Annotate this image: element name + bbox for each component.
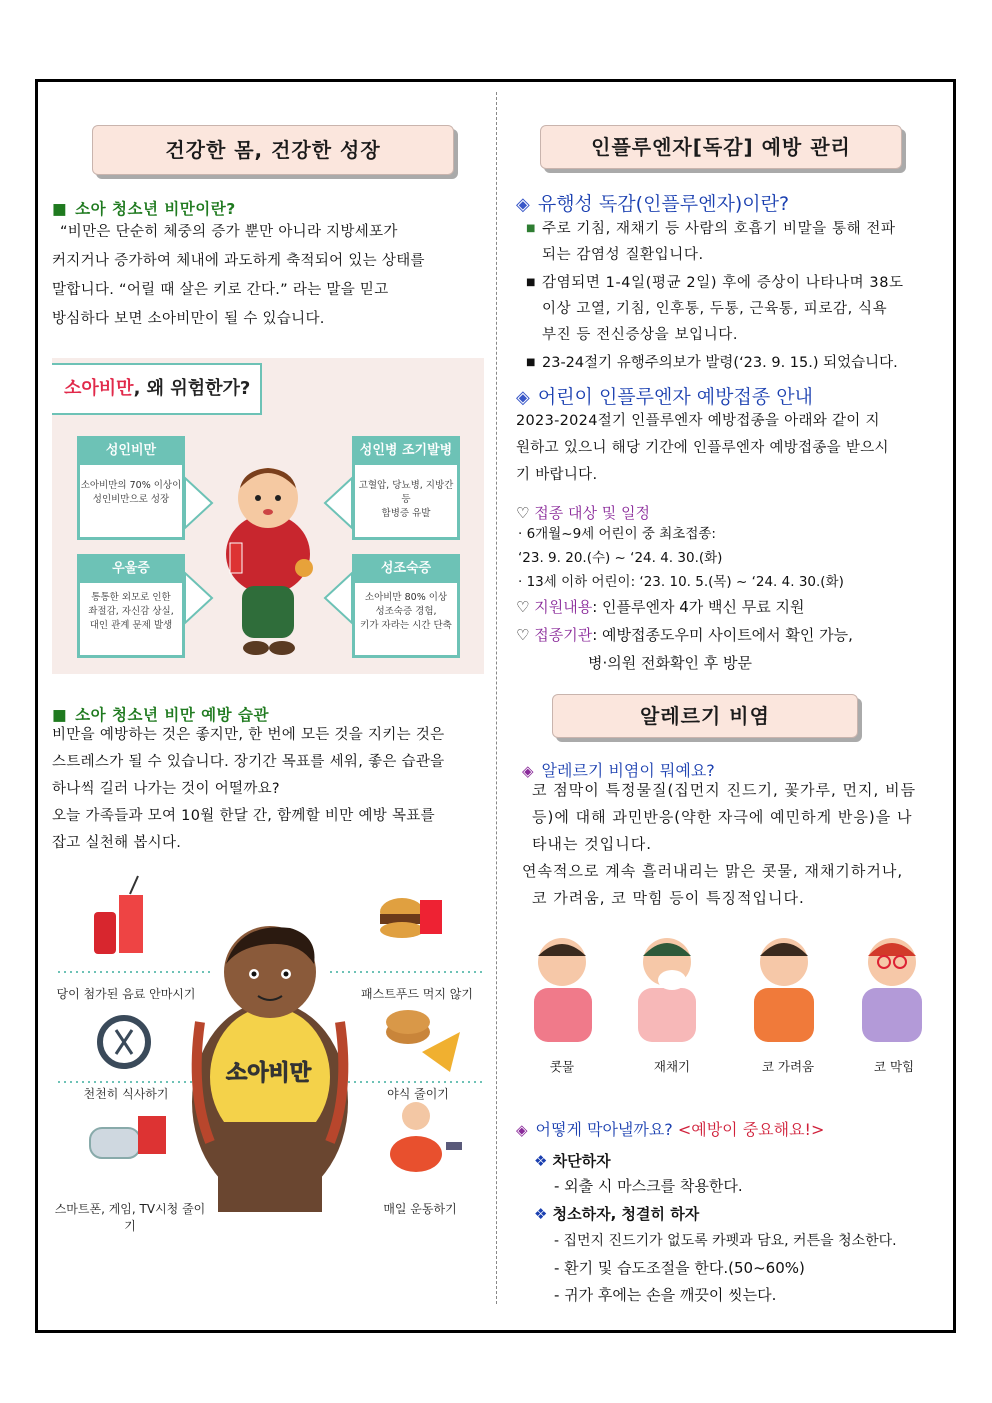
q2-text: 어린이 인플루엔자 예방접종 안내 (537, 386, 813, 408)
q1-text: 유행성 독감(인플루엔자)이란? (537, 193, 790, 215)
habit-label-exercise: 매일 운동하기 (383, 1202, 457, 1216)
heart-icon: ♡ (516, 626, 535, 644)
card-body: 소아비만 80% 이상 성조숙증 경험, 키가 자라는 시간 단축 (360, 592, 452, 631)
center-label: 소아비만 (226, 1061, 312, 1086)
q3-line: 연속적으로 계속 흘러내리는 맑은 콧물, 재채기하거나, (522, 862, 904, 880)
prevent-head: ❖ 차단하자 (534, 1152, 611, 1170)
risk-card-precocious-puberty (352, 554, 460, 658)
prevent-item: - 귀가 후에는 손을 깨끗이 씻는다. (554, 1286, 777, 1304)
risk-card-adult-disease (352, 436, 460, 540)
diamond-bullet-icon: ◈ (516, 194, 530, 215)
q2-line: 2023-2024절기 인플루엔자 예방접종을 아래와 같이 지 (516, 413, 880, 429)
diamond-bullet-icon: ◈ (516, 1121, 528, 1139)
q3-line: 코 가려움, 코 막힘 등이 특징적입니다. (532, 889, 805, 907)
right-title: 인플루엔자[독감] 예방 관리 (591, 135, 851, 159)
support-line: ♡ 지원내용: 인플루엔자 4가 백신 무료 지원 (516, 598, 805, 616)
sneezing-child-icon (638, 938, 696, 1042)
game-controller-icon (90, 1116, 166, 1158)
chubby-boy-illustration (226, 468, 313, 655)
right-title2: 알레르기 비염 (640, 704, 770, 728)
diamond-bullet-icon: ◈ (516, 387, 530, 408)
q4-heading (516, 1117, 824, 1140)
itchy-nose-child-icon (754, 938, 814, 1042)
sec2-line: 오늘 가족들과 모여 10월 한달 간, 함께할 비만 예방 목표를 (52, 808, 435, 824)
prevent-block-2 (534, 1201, 897, 1309)
habit-label-late-snack: 야식 줄이기 (387, 1087, 449, 1101)
tab-suffix: , 왜 위험한가? (133, 378, 251, 399)
burger-fries-icon (380, 898, 442, 938)
q1-bullet: ■ 23-24절기 유행주의보가 발령(‘23. 9. 15.) 되었습니다. (526, 355, 898, 371)
prevent-item: - 외출 시 마스크를 착용한다. (554, 1177, 743, 1195)
q3-line: 타내는 것입니다. (532, 835, 652, 853)
right-title-box (540, 125, 902, 169)
heart-icon: ♡ (516, 598, 535, 616)
card-body: 소아비만의 70% 이상이 성인비만으로 성장 (80, 480, 182, 505)
schedule-heading: ♡ 접종 대상 및 일정 (516, 504, 650, 522)
prevention-habits-illustration (50, 872, 490, 1222)
q3-text: 알레르기 비염이 뭐예요? (541, 761, 715, 780)
q1-bullets (526, 216, 944, 376)
sec1-line: “비만은 단순히 체중의 증가 뿐만 아니라 지방세포가 (60, 224, 398, 240)
org-line: ♡ 접종기관: 예방접종도우미 사이트에서 확인 가능, (516, 626, 853, 644)
exercising-girl-icon (390, 1102, 462, 1172)
paw-icon: ❖ (534, 1152, 553, 1170)
q4-text: 어떻게 막아낼까요? (535, 1120, 678, 1139)
symptom-label: 코 가려움 (761, 1059, 815, 1074)
risk-card-adult-obesity (77, 436, 185, 540)
runny-nose-child-icon (534, 938, 592, 1042)
card-title: 성조숙증 (355, 557, 457, 583)
q2-line: 기 바랍니다. (516, 467, 598, 483)
card-body: 고혈압, 당뇨병, 지방간 등 합병증 유발 (358, 480, 454, 519)
stuffy-nose-child-icon (862, 938, 922, 1042)
symptom-label: 콧물 (549, 1059, 575, 1074)
q2-paragraph (516, 408, 944, 489)
habit-label-fastfood: 패스트푸드 먹지 않기 (361, 987, 473, 1001)
drink-icon (94, 876, 144, 954)
q1-bullet: ■ 감염되면 1-4일(평균 2일) 후에 증상이 나타나며 38도 이상 고열, 기침, 인후통, 두통, 근육통, 피로감, 식욕 부진 등 전신증상을 보입니다. (526, 275, 904, 343)
square-bullet-icon: ■ (52, 706, 68, 724)
q3-paragraph (522, 777, 944, 912)
q3-line: 등)에 대해 과민반응(약한 자극에 예민하게 반응)을 나 (532, 808, 913, 826)
habit-label-slow-eating: 천천히 식사하기 (83, 1087, 169, 1101)
pancake-pizza-icon (386, 1010, 460, 1072)
column-divider (496, 92, 497, 1304)
sec1-paragraph (52, 218, 482, 334)
heart-icon: ♡ (516, 504, 535, 522)
schedule-lines (518, 522, 844, 594)
q1-heading (516, 189, 789, 216)
sec1-line: 방심하다 보면 소아비만이 될 수 있습니다. (52, 311, 325, 327)
sec2-paragraph (52, 722, 482, 857)
card-title: 성인병 조기발병 (355, 439, 457, 465)
sec2-line: 하나씩 길러 나가는 것이 어떨까요? (52, 781, 280, 797)
symptom-label: 재채기 (653, 1059, 691, 1074)
tab-prefix: 소아비만 (64, 378, 134, 399)
sec1-line: 말합니다. “어릴 때 살은 키로 간다.” 라는 말을 믿고 (52, 282, 389, 298)
sec1-line: 커지거나 증가하여 체내에 과도하게 축적되어 있는 상태를 (52, 253, 425, 269)
diamond-bullet-icon: ◈ (522, 762, 534, 780)
org-line-2: 병·의원 전화확인 후 방문 (588, 654, 752, 672)
clock-fork-icon (100, 1018, 148, 1066)
sec1-heading-text: 소아 청소년 비만이란? (75, 200, 236, 218)
square-bullet-icon: ■ (52, 200, 68, 218)
sec2-line: 비만을 예방하는 것은 좋지만, 한 번에 모든 것을 지키는 것은 (52, 727, 445, 743)
sec2-heading-text: 소아 청소년 비만 예방 습관 (75, 706, 269, 724)
left-title: 건강한 몸, 건강한 성장 (165, 138, 381, 162)
q1-bullet: ■ 주로 기침, 재채기 등 사람의 호흡기 비말을 통해 전파 되는 감염성 질환입니다. (526, 221, 896, 263)
q4-emphasis: <예방이 중요해요!> (677, 1120, 825, 1139)
schedule-line: · 13세 이하 어린이: ‘23. 10. 5.(목) ~ ‘24. 4. 30.(화) (518, 574, 844, 590)
card-body: 통통한 외모로 인한 좌절감, 자신감 상실, 대인 관계 문제 발생 (88, 592, 174, 631)
prevent-item: - 환기 및 습도조절을 한다.(50~60%) (554, 1259, 805, 1277)
q3-line: 코 점막이 특정물질(집먼지 진드기, 꽃가루, 먼지, 비듬 (532, 781, 917, 799)
symptoms-illustration (522, 922, 932, 1052)
obesity-risk-infographic (52, 358, 484, 674)
sec2-line: 스트레스가 될 수 있습니다. 장기간 목표를 세워, 좋은 습관을 (52, 754, 445, 770)
schedule-line: ‘23. 9. 20.(수) ~ ‘24. 4. 30.(화) (518, 550, 723, 566)
risk-card-depression (77, 554, 185, 658)
paw-icon: ❖ (534, 1205, 553, 1223)
q2-heading (516, 382, 813, 409)
sec2-line: 잡고 실천해 봅시다. (52, 835, 182, 851)
card-title: 성인비만 (80, 439, 182, 465)
habit-label-screen: 스마트폰, 게임, TV시청 줄이기 (54, 1202, 206, 1233)
prevent-block-1 (534, 1149, 743, 1199)
prevent-head: ❖ 청소하자, 청결히 하자 (534, 1205, 700, 1223)
prevent-item: - 집먼지 진드기가 없도록 카펫과 담요, 커튼을 청소한다. (554, 1233, 897, 1249)
card-title: 우울증 (80, 557, 182, 583)
left-title-box (92, 125, 454, 175)
habit-label-drinks: 당이 첨가된 음료 안마시기 (56, 987, 196, 1001)
sec1-heading (52, 197, 236, 219)
q2-line: 원하고 있으니 해당 기간에 인플루엔자 예방접종을 받으시 (516, 440, 889, 456)
symptom-label: 코 막힘 (873, 1059, 915, 1074)
right-title2-box (552, 694, 858, 738)
schedule-line: · 6개월~9세 어린이 중 최초접종: (518, 526, 716, 542)
